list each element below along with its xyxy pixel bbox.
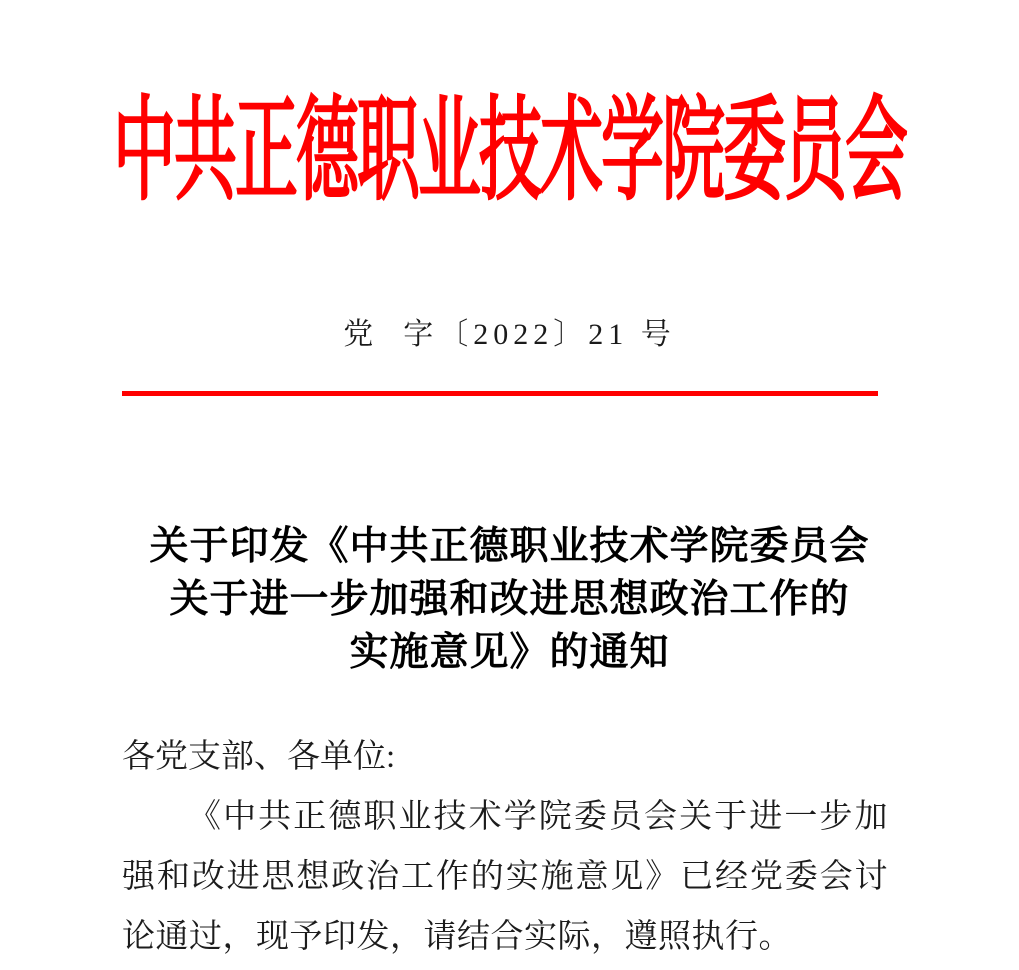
body-paragraph: 《中共正德职业技术学院委员会关于进一步加强和改进思想政治工作的实施意见》已经党委会讨论通过，现予印发，请结合实际，遵照执行。 [122,799,888,955]
doc-number: 党 字〔2022〕21 号 [343,318,676,351]
notice-title-line-1: 关于印发《中共正德职业技术学院委员会 [149,525,870,568]
notice-title-line-3: 实施意见》的通知 [349,631,670,674]
notice-body [122,727,888,967]
salutation: 各党支部、各单位: [122,739,396,775]
red-divider-line [122,391,878,396]
notice-title-line-2: 关于进一步加强和改进思想政治工作的 [169,578,850,621]
notice-title [0,520,1019,679]
org-masthead-title: 中共正德职业技术学院委员会 [113,88,906,215]
